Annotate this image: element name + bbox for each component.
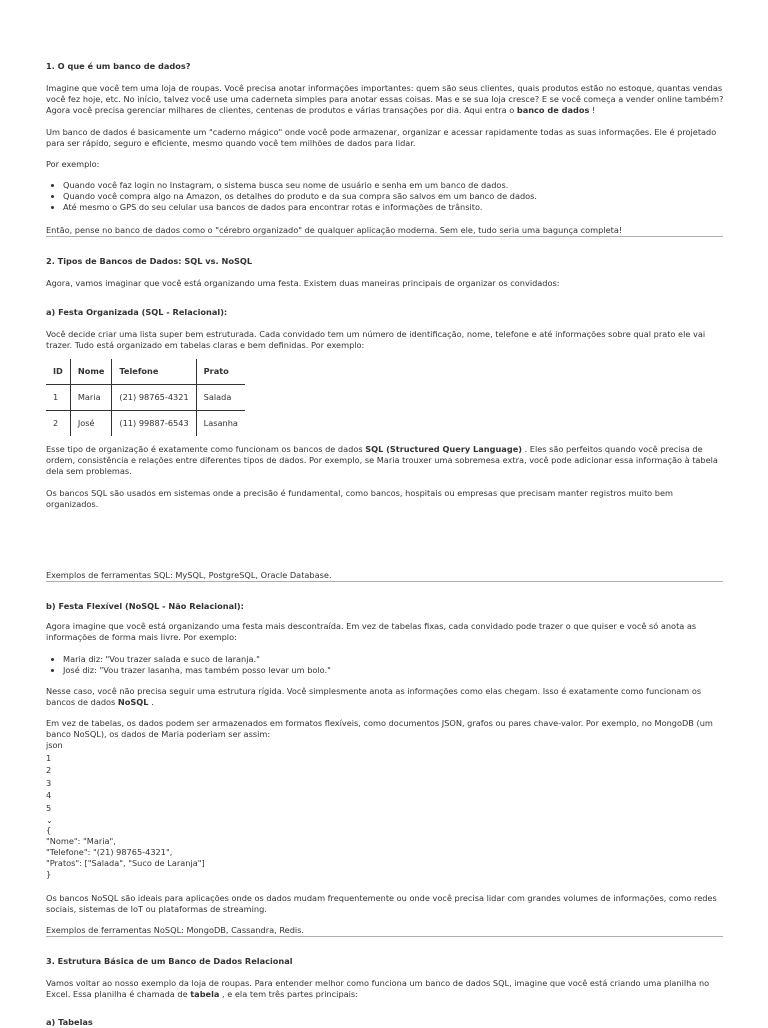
section-1-bullet-list [46,180,743,213]
paragraph-text: Esse tipo de organização é exatamente como funcionam os bancos de dados [46,444,366,454]
divider [46,581,723,582]
code-line: ⌄ [46,815,53,825]
subsection-a-title: a) Festa Organizada (SQL - Relacional): [46,307,228,317]
table-header-row [46,359,245,385]
code-line: 2 [46,765,52,775]
code-line: 1 [46,752,52,763]
code-line: { [46,825,52,835]
subsection-a-paragraph-1: Você decide criar uma lista super bem estruturada. Cada convidado tem um número de identificação, nome, telefone e até informações sobre qual prato ele vai trazer. Tudo está organizado em tabelas claras e bem definidas. Por exemplo: [46,329,706,350]
paragraph-text: Imagine que você tem uma loja de roupas. Você precisa anotar informações importantes: quem são seus clientes, quais produtos estão no estoque, quantas vendas você fez hoje, etc. No início, talvez você use uma caderneta simples para anotar essas coisas. Mas e se sua loja cresce? E se você começa a vender online também? Agora você precisa gerenciar milhares de clientes, centenas de produtos e várias transações por dia. Aqui entra o [46,83,724,115]
sql-tools-line: Exemplos de ferramentas SQL: MySQL, PostgreSQL, Oracle Database. [46,570,332,580]
code-line: "Pratos": ["Salada", "Suco de Laranja"] [46,858,205,868]
table-row [46,385,245,411]
subsection-b-title: b) Festa Flexível (NoSQL - Não Relacional): [46,601,244,611]
table-cell: Maria [70,385,112,411]
table-cell: 1 [46,385,70,411]
table-header-prato: Prato [196,359,245,385]
code-line: } [46,869,52,879]
code-line: 4 [46,790,52,800]
table-cell: (11) 99887-6543 [112,411,196,437]
section-2-intro: Agora, vamos imaginar que você está organizando uma festa. Existem duas maneiras principais de organizar os convidados: [46,278,560,288]
paragraph-text: Vamos voltar ao nosso exemplo da loja de roupas. Para entender melhor como funciona um banco de dados SQL, imagine que você está criando uma planilha no Excel. Essa planilha é chamada de [46,978,710,999]
section-1-paragraph-3: Por exemplo: [46,159,100,169]
divider [46,236,723,237]
subsection-b-paragraph-3: Em vez de tabelas, os dados podem ser armazenados em formatos flexíveis, como documentos JSON, grafos ou pares chave-valor. Por exemplo, no MongoDB (um banco NoSQL), os dados de Maria poderiam ser assim: [46,718,713,739]
subsection-a-paragraph-3: Os bancos SQL são usados em sistemas onde a precisão é fundamental, como bancos, hospitais ou empresas que precisam manter registros muito bem organizados. [46,488,674,509]
bold-term: banco de dados [516,105,590,115]
bold-term: tabela [190,989,220,999]
subsection-tables-title: a) Tabelas [46,1017,93,1027]
code-line: 3 [46,777,52,788]
list-item: • Até mesmo o GPS do seu celular usa bancos de dados para encontrar rotas e informações de trânsito. [63,202,743,213]
section-1-paragraph-1 [46,83,726,116]
table-cell: Lasanha [203,418,238,428]
divider [46,936,723,937]
paragraph-text: , e ela tem três partes principais: [219,989,358,999]
list-item: • José diz: "Vou trazer lasanha, mas também posso levar um bolo." [63,665,743,676]
subsection-b-paragraph-4: Os bancos NoSQL são ideais para aplicações onde os dados mudam frequentemente ou onde você precisa lidar com grandes volumes de informações, como redes sociais, sistemas de IoT ou plataformas de streaming. [46,893,717,914]
json-code-block [46,740,726,880]
list-item: • Maria diz: "Vou trazer salada e suco de laranja." [63,654,743,665]
code-line: 5 [46,802,52,813]
section-1-title: 1. O que é um banco de dados? [46,61,191,71]
table-cell: José [70,411,112,437]
code-line: "Telefone": "(21) 98765-4321", [46,847,173,857]
table-cell: Salada [196,385,245,411]
paragraph-text: . [148,697,154,707]
subsection-b-paragraph-1: Agora imagine que você está organizando uma festa mais descontraída. Em vez de tabelas fixas, cada convidado pode trazer o que quiser e você só anota as informações de forma mais livre. Por exemplo: [46,621,697,642]
paragraph-text: . Eles são perfeitos quando você precisa de ordem, consistência e relações entre diferentes tipos de dados. Por exemplo, se Maria trouxer uma sobremesa extra, você pode adicionar essa informação à tabela dela sem problemas. [46,444,718,476]
code-line: "Nome": "Maria", [46,836,116,846]
subsection-a-paragraph-2 [46,444,726,477]
table-row [46,411,245,437]
section-3-title: 3. Estrutura Básica de um Banco de Dados Relacional [46,956,293,966]
section-2-title: 2. Tipos de Bancos de Dados: SQL vs. NoSQL [46,256,253,266]
list-item: • Quando você faz login no Instagram, o sistema busca seu nome de usuário e senha em um banco de dados. [63,180,743,191]
section-3-paragraph-1 [46,978,726,1000]
table-header-id: ID [46,359,70,385]
section-1-paragraph-4: Então, pense no banco de dados como o "cérebro organizado" de qualquer aplicação moderna. Sem ele, tudo seria uma bagunça completa! [46,225,623,235]
table-header-nome: Nome [70,359,112,385]
subsection-b-bullet-list [46,654,743,676]
bold-term: SQL (Structured Query Language) [365,444,522,454]
list-item: • Quando você compra algo na Amazon, os detalhes do produto e da sua compra são salvos em um banco de dados. [63,191,743,202]
guest-table [46,359,245,436]
paragraph-end: ! [589,105,596,115]
table-cell: 2 [46,411,70,437]
subsection-b-paragraph-2 [46,686,726,708]
nosql-tools-line: Exemplos de ferramentas NoSQL: MongoDB, Cassandra, Redis. [46,925,305,935]
section-1-paragraph-2: Um banco de dados é basicamente um "caderno mágico" onde você pode armazenar, organizar e acessar rapidamente todas as suas informações. Ele é projetado para ser rápido, seguro e eficiente, mesmo quando você tem milhões de dados para lidar. [46,127,717,148]
code-line: json [46,740,63,750]
table-header-telefone: Telefone [112,359,196,385]
table-cell: (21) 98765-4321 [112,385,196,411]
paragraph-text: Nesse caso, você não precisa seguir uma estrutura rígida. Você simplesmente anota as informações como elas chegam. Isso é exatamente como funcionam os bancos de dados [46,686,702,707]
bold-term: NoSQL [117,697,149,707]
